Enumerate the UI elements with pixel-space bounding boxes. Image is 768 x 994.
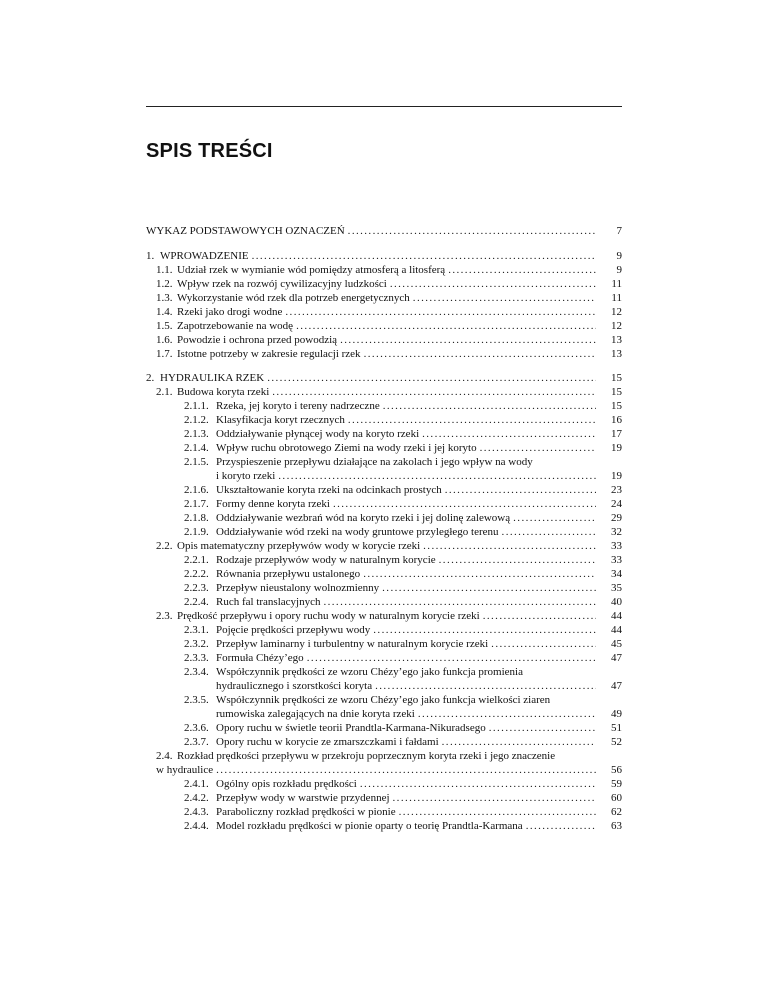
toc-entry-number: 2.3.7. <box>184 736 209 748</box>
leader-dots <box>526 819 596 833</box>
toc-entry-title: Prędkość przepływu i opory ruchu wody w naturalnym korycie rzeki <box>177 610 480 622</box>
toc-entry[interactable] <box>146 441 622 455</box>
leader-dots <box>323 595 596 609</box>
toc-entry-page: 17 <box>611 428 622 440</box>
toc-entry[interactable] <box>146 777 622 791</box>
toc-entry-page: 29 <box>611 512 622 524</box>
toc-entry-page: 16 <box>611 414 622 426</box>
toc-entry-title-line1 <box>184 455 533 469</box>
toc-entry-number: 2.3.1. <box>184 624 209 636</box>
toc-entry-page: 44 <box>611 610 622 622</box>
toc-entry-title-line2: rumowiska zalegających na dnie koryta rzeki <box>216 708 415 720</box>
leader-dots <box>216 763 596 777</box>
toc-entry-page: 24 <box>611 498 622 510</box>
toc-entry-number: 2.2.3. <box>184 582 209 594</box>
toc-entry-page: 35 <box>611 582 622 594</box>
toc-entry-title-line2: hydraulicznego i szorstkości koryta <box>216 680 373 692</box>
toc-entry-number: 1.7. <box>156 347 173 360</box>
toc-entry-title-line1 <box>156 749 555 763</box>
toc-entry-page: 34 <box>611 568 622 580</box>
toc-entry-page: 12 <box>611 319 622 332</box>
toc-entry-page: 11 <box>611 277 622 290</box>
toc-entry[interactable] <box>146 735 622 749</box>
toc-entry[interactable] <box>146 497 622 511</box>
toc-entry-title: WYKAZ PODSTAWOWYCH OZNACZEŃ <box>146 225 345 237</box>
toc-entry[interactable] <box>146 305 622 319</box>
toc-entry-page: 56 <box>611 764 622 776</box>
toc-entry-page: 59 <box>611 778 622 790</box>
toc-entry-number: 2.4.2. <box>184 792 209 804</box>
toc-entry-title: Rzeki jako drogi wodne <box>177 305 283 318</box>
leader-dots <box>296 319 596 333</box>
toc-entry-page: 33 <box>611 540 622 552</box>
toc-entry-title: Wpływ ruchu obrotowego Ziemi na wody rzeki i jej koryto <box>216 442 477 454</box>
leader-dots <box>445 483 596 497</box>
toc-entry-number: 2.1.9. <box>184 526 209 538</box>
toc-entry[interactable] <box>146 455 622 483</box>
toc-entry-number: 1.6. <box>156 333 173 346</box>
leader-dots <box>418 707 596 721</box>
leader-dots <box>373 623 596 637</box>
toc-entry-title: Udział rzek w wymianie wód pomiędzy atmosferą a litosferą <box>177 263 446 276</box>
toc-entry-title: Rzeka, jej koryto i tereny nadrzeczne <box>216 400 380 412</box>
toc-entry-page: 51 <box>611 722 622 734</box>
toc-entry-number: 2.1.3. <box>184 428 209 440</box>
toc-entry[interactable] <box>146 637 622 651</box>
toc-entry-title: Współczynnik prędkości ze wzoru Chézy’ego jako funkcja wielkości ziaren <box>216 694 551 706</box>
toc-entry-number: 1.4. <box>156 305 173 318</box>
toc-entry[interactable] <box>146 263 622 277</box>
toc-entry-number: 2.1.1. <box>184 400 209 412</box>
toc-entry[interactable] <box>146 539 622 553</box>
toc-entry-title: Rodzaje przepływów wody w naturalnym korycie <box>216 554 436 566</box>
leader-dots <box>480 441 596 455</box>
leader-dots <box>252 249 596 263</box>
toc-entry[interactable] <box>146 693 622 721</box>
toc-entry-title: Budowa koryta rzeki <box>177 386 270 398</box>
toc-entry-number: 2.3.6. <box>184 722 209 734</box>
leader-dots <box>489 721 596 735</box>
leader-dots <box>307 651 596 665</box>
leader-dots <box>285 305 596 319</box>
toc-entry-title: Zapotrzebowanie na wodę <box>177 319 294 332</box>
toc-entry-page: 63 <box>611 820 622 832</box>
toc-entry-number: 1.1. <box>156 263 173 276</box>
toc-entry-title: Rozkład prędkości przepływu w przekroju poprzecznym koryta rzeki i jego znaczenie <box>177 750 556 762</box>
toc-entry-title: Ogólny opis rozkładu prędkości <box>216 778 357 790</box>
leader-dots <box>363 567 596 581</box>
toc-entry[interactable] <box>146 249 622 263</box>
leader-dots <box>267 371 596 385</box>
toc-entry[interactable] <box>146 567 622 581</box>
leader-dots <box>448 263 596 277</box>
leader-dots <box>390 277 596 291</box>
toc-entry-page: 32 <box>611 526 622 538</box>
page-title: SPIS TREŚCI <box>146 140 273 162</box>
toc-entry-page: 49 <box>611 708 622 720</box>
toc-entry-number: 1.2. <box>156 277 173 290</box>
toc-entry-title: Wykorzystanie wód rzek dla potrzeb energetycznych <box>177 291 410 304</box>
toc-entry-number: 2.2.4. <box>184 596 209 608</box>
toc-entry[interactable] <box>146 277 622 291</box>
toc-entry[interactable] <box>146 347 622 361</box>
toc-entry-title-line2: w hydraulice <box>156 764 214 776</box>
toc-entry-number: 2.2.1. <box>184 554 209 566</box>
leader-dots <box>491 637 596 651</box>
toc-entry-title: Istotne potrzeby w zakresie regulacji rzek <box>177 347 361 360</box>
toc-entry-page: 40 <box>611 596 622 608</box>
toc-entry-title: Ruch fal translacyjnych <box>216 596 321 608</box>
toc-entry-page: 23 <box>611 484 622 496</box>
toc-entry-page: 13 <box>611 347 622 360</box>
toc-entry-number: 2.2.2. <box>184 568 209 580</box>
toc-entry-title: Przepływ laminarny i turbulentny w naturalnym korycie rzeki <box>216 638 489 650</box>
leader-dots <box>278 469 596 483</box>
toc-entry-page: 13 <box>611 333 622 346</box>
toc-entry-number: 1. <box>146 249 155 262</box>
toc-entry[interactable] <box>146 399 622 413</box>
toc-entry-title: WPROWADZENIE <box>160 249 249 262</box>
toc-entry-number: 2. <box>146 372 155 384</box>
toc-entry-number: 2.3.3. <box>184 652 209 664</box>
toc-entry-page: 47 <box>611 680 622 692</box>
toc-entry-number: 1.3. <box>156 291 173 304</box>
leader-dots <box>502 525 596 539</box>
toc-entry-title: Formy denne koryta rzeki <box>216 498 330 510</box>
toc-entry-number: 2.1. <box>156 386 173 398</box>
leader-dots <box>393 791 596 805</box>
toc-entry-page: 12 <box>611 305 622 318</box>
toc-entry-page: 15 <box>611 372 622 384</box>
toc-entry-title: HYDRAULIKA RZEK <box>160 372 265 384</box>
leader-dots <box>360 777 596 791</box>
toc-entry-title: Pojęcie prędkości przepływu wody <box>216 624 371 636</box>
toc-entry-title-line2: i koryto rzeki <box>216 470 276 482</box>
toc-entry-page: 33 <box>611 554 622 566</box>
toc-entry[interactable] <box>146 553 622 567</box>
leader-dots <box>340 333 596 347</box>
toc-entry-page: 19 <box>611 442 622 454</box>
toc-entry-title-line1 <box>184 665 523 679</box>
toc-entry[interactable] <box>146 319 622 333</box>
toc-entry-page: 19 <box>611 470 622 482</box>
leader-dots <box>423 539 596 553</box>
toc-entry[interactable] <box>146 609 622 623</box>
toc-entry-title: Opory ruchu w korycie ze zmarszczkami i fałdami <box>216 736 439 748</box>
toc-entry-page: 45 <box>611 638 622 650</box>
leader-dots <box>422 427 596 441</box>
toc-entry-page: 11 <box>611 291 622 304</box>
toc-entry[interactable] <box>146 511 622 525</box>
toc-entry[interactable] <box>146 651 622 665</box>
toc-entry-title-line1 <box>184 693 550 707</box>
toc-entry-number: 2.1.2. <box>184 414 209 426</box>
toc-entry[interactable] <box>146 665 622 693</box>
header-rule <box>146 106 622 107</box>
leader-dots <box>513 511 596 525</box>
toc-entry-title: Klasyfikacja koryt rzecznych <box>216 414 345 426</box>
toc-entry-title: Oddziaływanie wód rzeki na wody gruntowe przyległego terenu <box>216 526 499 538</box>
toc-entry-title: Przepływ wody w warstwie przydennej <box>216 792 390 804</box>
toc-entry[interactable] <box>146 721 622 735</box>
toc-entry-number: 1.5. <box>156 319 173 332</box>
toc-entry-number: 2.4.3. <box>184 806 209 818</box>
toc-entry[interactable] <box>146 791 622 805</box>
toc-entry[interactable] <box>146 819 622 833</box>
leader-dots <box>364 347 596 361</box>
toc-entry-number: 2.4. <box>156 750 173 762</box>
toc-entry-number: 2.1.5. <box>184 456 209 468</box>
toc-entry-number: 2.4.1. <box>184 778 209 790</box>
table-of-contents <box>146 224 622 833</box>
toc-entry-title: Powodzie i ochrona przed powodzią <box>177 333 338 346</box>
leader-dots <box>272 385 596 399</box>
toc-entry[interactable] <box>146 413 622 427</box>
toc-entry[interactable] <box>146 224 622 238</box>
toc-entry-page: 52 <box>611 736 622 748</box>
toc-entry-title: Opis matematyczny przepływów wody w korycie rzeki <box>177 540 421 552</box>
toc-entry-page: 15 <box>611 400 622 412</box>
toc-entry-number: 2.3. <box>156 610 173 622</box>
toc-entry-title: Przyspieszenie przepływu działające na zakolach i jego wpływ na wody <box>216 456 533 468</box>
toc-entry-title: Ukształtowanie koryta rzeki na odcinkach prostych <box>216 484 442 496</box>
toc-entry-number: 2.4.4. <box>184 820 209 832</box>
toc-entry[interactable] <box>146 291 622 305</box>
toc-entry-title: Opory ruchu w świetle teorii Prandtla-Karmana-Nikuradsego <box>216 722 486 734</box>
toc-entry-number: 2.1.7. <box>184 498 209 510</box>
toc-entry-page: 9 <box>616 249 622 262</box>
toc-entry-title: Oddziaływanie wezbrań wód na koryto rzeki i jej dolinę zalewową <box>216 512 511 524</box>
toc-entry[interactable] <box>146 333 622 347</box>
leader-dots <box>375 679 596 693</box>
leader-dots <box>442 735 596 749</box>
leader-dots <box>413 291 596 305</box>
toc-entry-number: 2.2. <box>156 540 173 552</box>
leader-dots <box>399 805 596 819</box>
toc-entry-title: Model rozkładu prędkości w pionie oparty o teorię Prandtla-Karmana <box>216 820 523 832</box>
toc-entry-title: Oddziaływanie płynącej wody na koryto rzeki <box>216 428 420 440</box>
toc-entry-page: 62 <box>611 806 622 818</box>
toc-entry[interactable] <box>146 427 622 441</box>
leader-dots <box>483 609 596 623</box>
toc-entry[interactable] <box>146 581 622 595</box>
toc-entry-title: Równania przepływu ustalonego <box>216 568 361 580</box>
toc-entry-number: 2.1.8. <box>184 512 209 524</box>
toc-entry-title: Przepływ nieustalony wolnozmienny <box>216 582 380 594</box>
toc-entry-page: 60 <box>611 792 622 804</box>
leader-dots <box>333 497 596 511</box>
leader-dots <box>382 581 596 595</box>
toc-entry[interactable] <box>146 623 622 637</box>
toc-entry-page: 44 <box>611 624 622 636</box>
toc-entry-number: 2.3.5. <box>184 694 209 706</box>
toc-entry-title: Wpływ rzek na rozwój cywilizacyjny ludzkości <box>177 277 387 290</box>
toc-entry-title: Paraboliczny rozkład prędkości w pionie <box>216 806 396 818</box>
toc-entry[interactable] <box>146 805 622 819</box>
toc-entry-page: 9 <box>616 263 622 276</box>
toc-entry[interactable] <box>146 749 622 777</box>
leader-dots <box>348 413 596 427</box>
toc-entry-number: 2.1.6. <box>184 484 209 496</box>
toc-entry[interactable] <box>146 525 622 539</box>
toc-entry-page: 15 <box>611 386 622 398</box>
toc-entry[interactable] <box>146 385 622 399</box>
toc-entry-title: Formuła Chézy’ego <box>216 652 304 664</box>
toc-entry-page: 47 <box>611 652 622 664</box>
toc-entry[interactable] <box>146 371 622 385</box>
toc-entry-title: Współczynnik prędkości ze wzoru Chézy’ego jako funkcja promienia <box>216 666 523 678</box>
toc-entry-number: 2.3.2. <box>184 638 209 650</box>
leader-dots <box>348 224 596 238</box>
toc-entry-page: 7 <box>616 225 622 237</box>
toc-entry[interactable] <box>146 595 622 609</box>
toc-entry[interactable] <box>146 483 622 497</box>
leader-dots <box>383 399 596 413</box>
toc-entry-number: 2.1.4. <box>184 442 209 454</box>
leader-dots <box>439 553 596 567</box>
toc-entry-number: 2.3.4. <box>184 666 209 678</box>
